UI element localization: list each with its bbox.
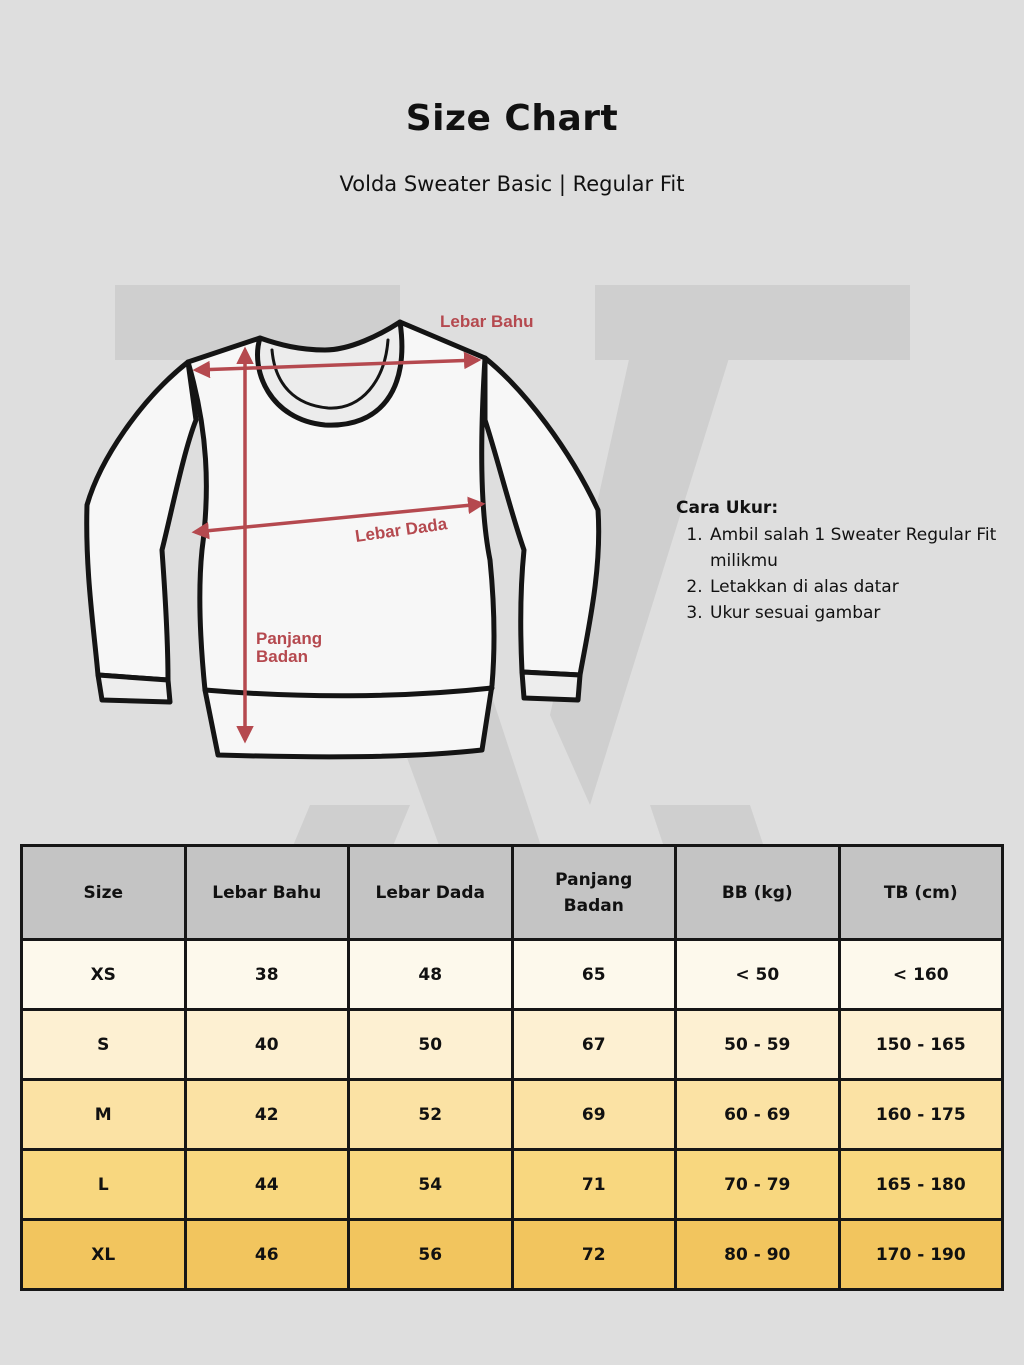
cell-weight: 80 - 90 [676,1220,840,1290]
cell-height: 150 - 165 [839,1010,1003,1080]
cell-chest: 52 [349,1080,513,1150]
cell-weight: 60 - 69 [676,1080,840,1150]
col-header-size: Size [22,846,186,940]
how-to-measure [676,498,1006,626]
sweater-illustration [80,310,620,770]
table-row [22,1220,1003,1290]
cell-size: XL [22,1220,186,1290]
cell-shoulder: 44 [185,1150,349,1220]
table-row [22,1080,1003,1150]
cell-height: 170 - 190 [839,1220,1003,1290]
left-sleeve [87,362,196,680]
cell-weight: < 50 [676,940,840,1010]
label-length-line2: Badan [256,647,308,666]
label-shoulder: Lebar Bahu [440,312,534,331]
label-length-line1: Panjang [256,629,323,648]
cell-shoulder: 40 [185,1010,349,1080]
how-to-step: 3. Ukur sesuai gambar [708,600,1006,626]
col-header-weight: BB (kg) [676,846,840,940]
how-to-step: 2. Letakkan di alas datar [708,574,1006,600]
col-header-length: Panjang Badan [512,846,676,940]
table-row [22,940,1003,1010]
cell-shoulder: 46 [185,1220,349,1290]
cell-shoulder: 38 [185,940,349,1010]
size-table [20,844,1004,1291]
cell-length: 67 [512,1010,676,1080]
col-header-chest: Lebar Dada [349,846,513,940]
cell-length: 71 [512,1150,676,1220]
cell-chest: 56 [349,1220,513,1290]
table-row [22,1010,1003,1080]
cell-chest: 50 [349,1010,513,1080]
cell-size: XS [22,940,186,1010]
cell-height: 160 - 175 [839,1080,1003,1150]
left-cuff [98,675,170,702]
right-sleeve [485,358,599,675]
product-subtitle: Volda Sweater Basic | Regular Fit [339,172,685,196]
cell-size: L [22,1150,186,1220]
right-cuff [522,672,580,700]
col-header-height: TB (cm) [839,846,1003,940]
table-header-row [22,846,1003,940]
cell-chest: 48 [349,940,513,1010]
cell-length: 72 [512,1220,676,1290]
cell-height: < 160 [839,940,1003,1010]
cell-length: 65 [512,940,676,1010]
how-to-step: 1. Ambil salah 1 Sweater Regular Fit milikmu [708,522,1006,574]
table-row [22,1150,1003,1220]
cell-height: 165 - 180 [839,1150,1003,1220]
cell-size: M [22,1080,186,1150]
cell-weight: 70 - 79 [676,1150,840,1220]
label-chest: Lebar Dada [353,514,449,546]
cell-shoulder: 42 [185,1080,349,1150]
how-to-steps [676,522,1006,626]
how-to-title: Cara Ukur: [676,498,779,518]
cell-weight: 50 - 59 [676,1010,840,1080]
cell-size: S [22,1010,186,1080]
page-title: Size Chart [405,98,619,139]
cell-chest: 54 [349,1150,513,1220]
cell-length: 69 [512,1080,676,1150]
col-header-shoulder: Lebar Bahu [185,846,349,940]
